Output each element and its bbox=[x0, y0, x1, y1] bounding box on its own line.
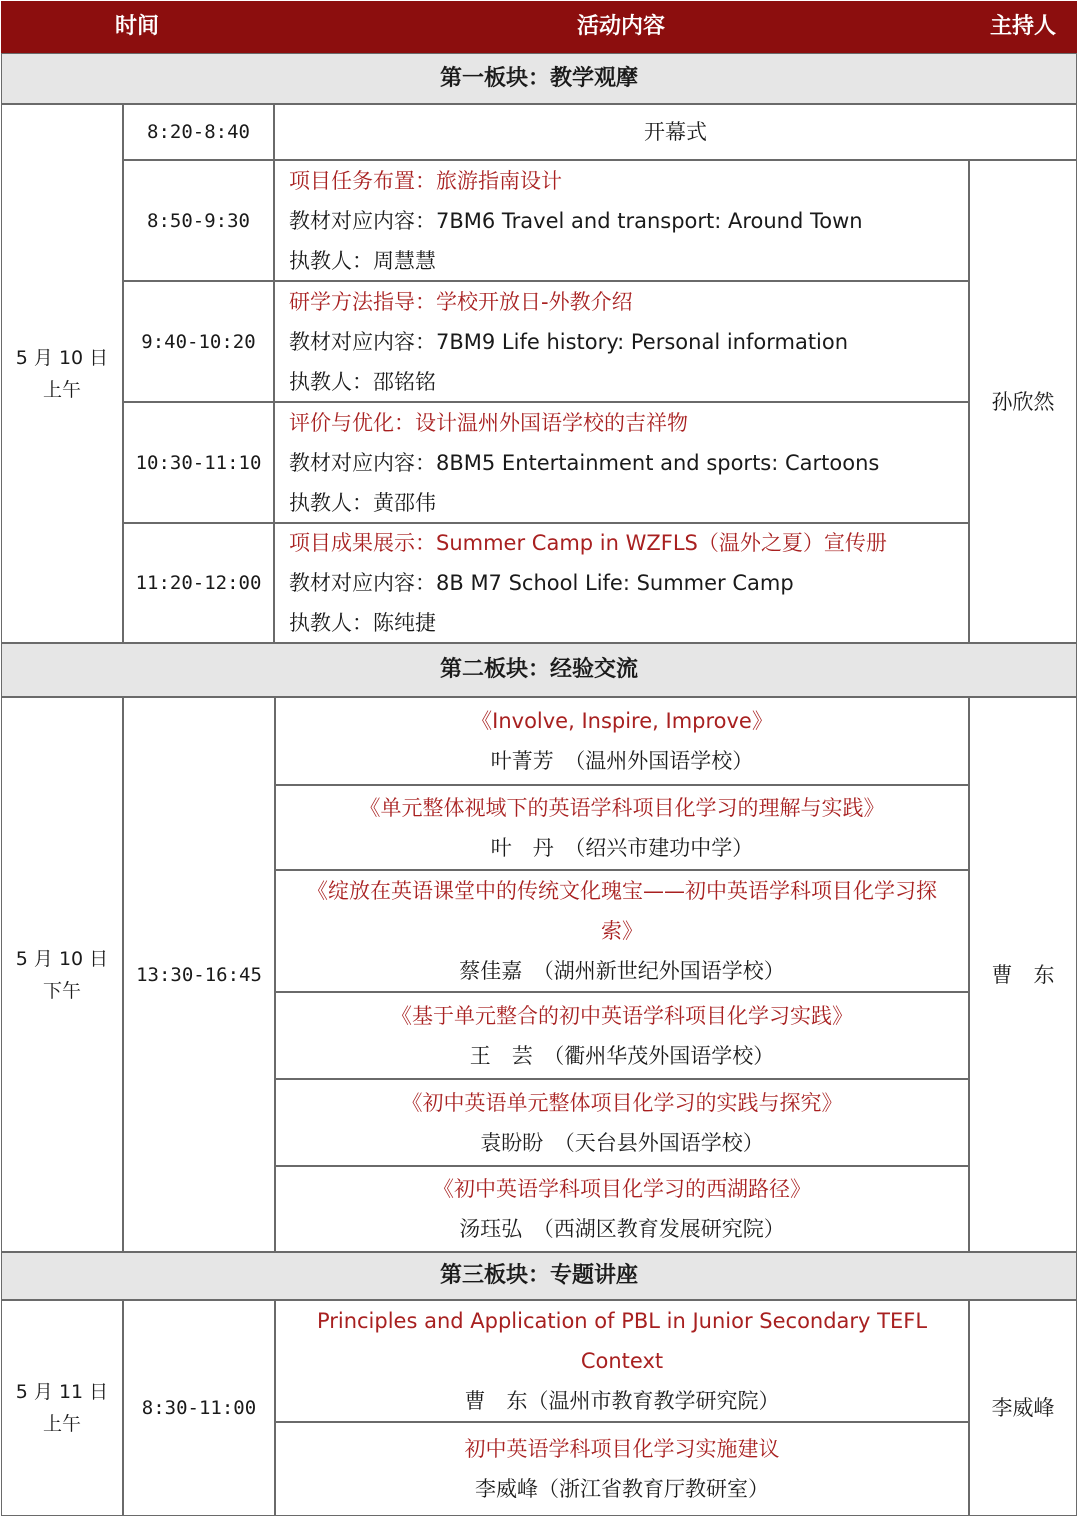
talk-cell bbox=[275, 697, 969, 785]
textbook-content: 教材对应内容：8B M7 School Life: Summer Camp bbox=[289, 571, 794, 595]
date-text: 5 月 10 日 bbox=[15, 346, 109, 369]
session-title: 项目成果展示：Summer Camp in WZFLS（温外之夏）宣传册 bbox=[289, 531, 887, 555]
teacher-name: 执教人：周慧慧 bbox=[289, 248, 436, 273]
session-title: 评价与优化：设计温州外国语学校的吉祥物 bbox=[289, 410, 688, 435]
session-title: 研学方法指导：学校开放日-外教介绍 bbox=[289, 289, 633, 314]
teacher-name: 执教人：邵铭铭 bbox=[289, 369, 436, 394]
textbook-content: 教材对应内容：8BM5 Entertainment and sports: Cartoons bbox=[289, 450, 880, 475]
session-title: 项目任务布置：旅游指南设计 bbox=[289, 168, 562, 193]
date-text: 5 月 11 日 bbox=[15, 1381, 109, 1403]
speaker: 李威峰（浙江省教育厅教研室） bbox=[475, 1477, 769, 1501]
talk-cell bbox=[275, 1300, 969, 1422]
teacher-name: 执教人：陈纯捷 bbox=[289, 611, 436, 635]
talk-cell bbox=[275, 992, 969, 1079]
host-cell: 孙欣然 bbox=[969, 160, 1077, 643]
section-title-1: 第一板块：教学观摩 bbox=[1, 53, 1077, 104]
session-cell bbox=[274, 523, 969, 643]
session-cell bbox=[274, 281, 969, 402]
section-title-2: 第二板块：经验交流 bbox=[1, 643, 1077, 697]
talk-cell bbox=[275, 1166, 969, 1252]
talk-title: 《初中英语学科项目化学习的西湖路径》 bbox=[433, 1177, 811, 1201]
section-title-3: 第三板块：专题讲座 bbox=[1, 1252, 1077, 1300]
talk-title: 《Involve, Inspire, Improve》 bbox=[471, 709, 773, 733]
date-cell-may11-am bbox=[1, 1300, 123, 1516]
talk-cell bbox=[275, 1422, 969, 1516]
period-text: 上午 bbox=[42, 1413, 81, 1435]
textbook-content: 教材对应内容：7BM6 Travel and transport: Around Town bbox=[289, 208, 863, 233]
talk-title: 《初中英语单元整体项目化学习的实践与探究》 bbox=[401, 1090, 843, 1115]
time-cell: 13:30-16:45 bbox=[123, 697, 275, 1252]
session-cell bbox=[274, 402, 969, 523]
header-host: 主持人 bbox=[969, 1, 1077, 53]
time-cell: 8:20-8:40 bbox=[123, 104, 274, 160]
talk-cell bbox=[275, 1079, 969, 1166]
talk-title: Principles and Application of PBL in Junior Secondary TEFL Context bbox=[316, 1309, 928, 1373]
time-cell: 11:20-12:00 bbox=[123, 523, 274, 643]
teacher-name: 执教人：黄邵伟 bbox=[289, 490, 436, 515]
talk-title: 初中英语学科项目化学习实施建议 bbox=[464, 1437, 780, 1461]
session-cell bbox=[274, 160, 969, 281]
talk-title: 《绽放在英语课堂中的传统文化瑰宝——初中英语学科项目化学习探索》 bbox=[307, 879, 937, 943]
talk-title: 《单元整体视域下的英语学科项目化学习的理解与实践》 bbox=[359, 795, 885, 820]
host-cell: 曹 东 bbox=[969, 697, 1077, 1252]
speaker: 蔡佳嘉 （湖州新世纪外国语学校） bbox=[459, 959, 785, 983]
header-content: 活动内容 bbox=[273, 1, 969, 53]
talk-cell bbox=[275, 785, 969, 870]
host-cell: 李威峰 bbox=[969, 1300, 1077, 1516]
talk-title: 《基于单元整合的初中英语学科项目化学习实践》 bbox=[391, 1003, 853, 1028]
speaker: 袁盼盼 （天台县外国语学校） bbox=[480, 1130, 764, 1155]
speaker: 王 芸 （衢州华茂外国语学校） bbox=[469, 1043, 775, 1068]
time-cell: 10:30-11:10 bbox=[123, 402, 274, 523]
time-cell: 9:40-10:20 bbox=[123, 281, 274, 402]
textbook-content: 教材对应内容：7BM9 Life history: Personal information bbox=[289, 329, 849, 354]
period-text: 上午 bbox=[42, 378, 81, 401]
header-time: 时间 bbox=[1, 1, 273, 53]
time-cell: 8:50-9:30 bbox=[123, 160, 274, 281]
speaker: 叶 丹 （绍兴市建功中学） bbox=[490, 835, 754, 860]
speaker: 叶菁芳 （温州外国语学校） bbox=[490, 749, 754, 773]
speaker: 曹 东（温州市教育教学研究院） bbox=[464, 1389, 780, 1413]
date-text: 5 月 10 日 bbox=[15, 947, 109, 970]
speaker: 汤珏弘 （西湖区教育发展研究院） bbox=[459, 1217, 785, 1241]
date-cell-may10-pm bbox=[1, 697, 123, 1252]
opening-ceremony: 开幕式 bbox=[274, 104, 1077, 160]
time-cell: 8:30-11:00 bbox=[123, 1300, 275, 1516]
period-text: 下午 bbox=[42, 979, 81, 1002]
talk-cell bbox=[275, 870, 969, 992]
date-cell-may10-am bbox=[1, 104, 123, 643]
